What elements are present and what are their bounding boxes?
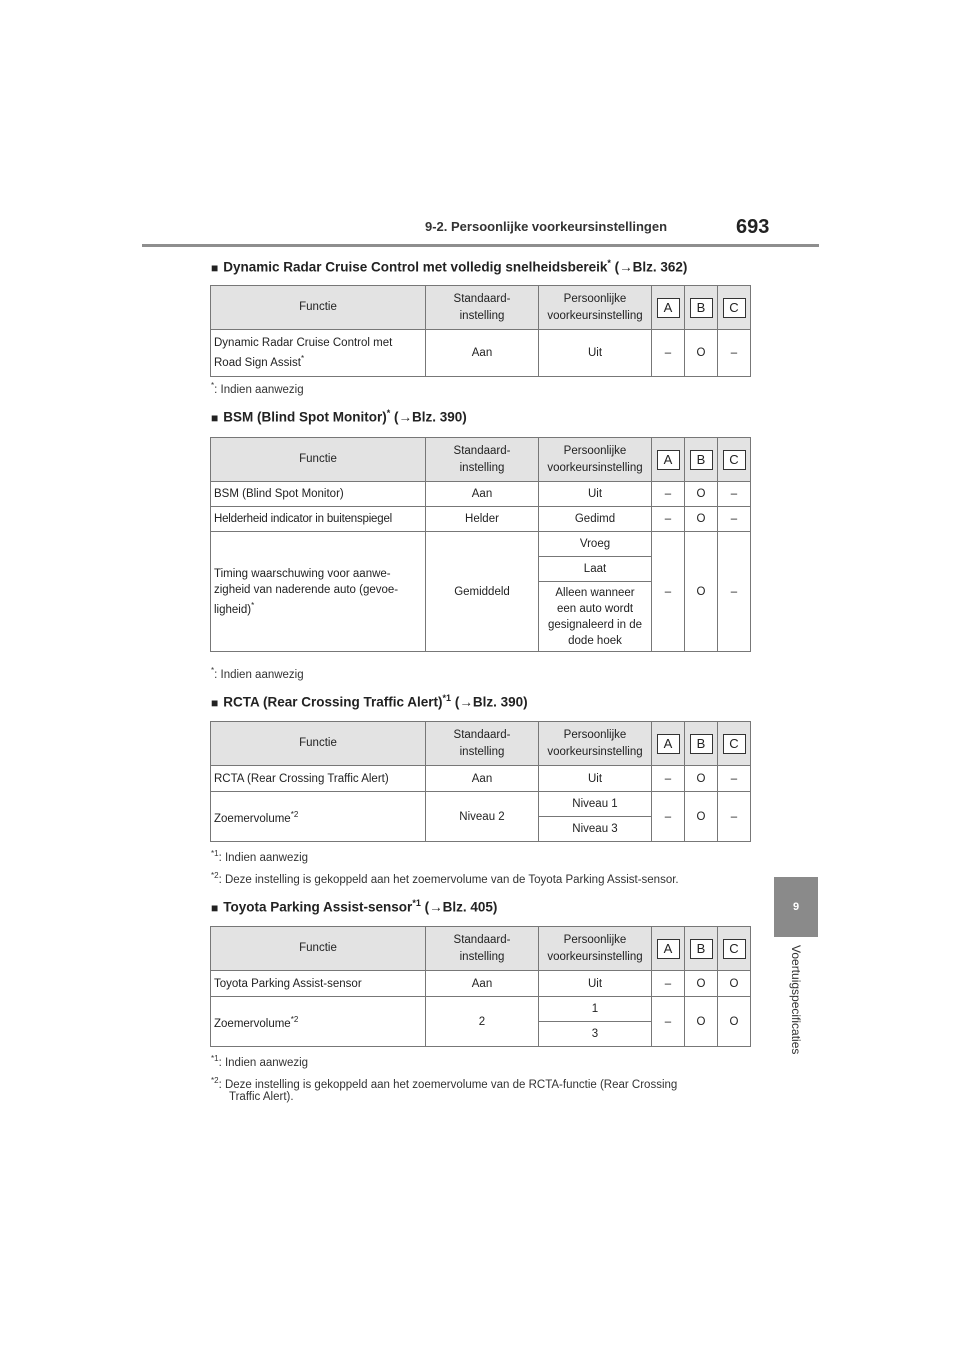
cell-a: – [652, 766, 685, 792]
col-a-header: A [652, 286, 685, 330]
footnote: $^{*2}$: Deze instelling is gekoppeld aan het zoemervolume van de RCTA-functie (Rear Crossing Traffic Alert). [211, 1076, 678, 1103]
table-row [211, 766, 751, 792]
col-function-header: Functie [211, 438, 426, 482]
cell-a: – [652, 482, 685, 507]
cell-custom: Uit [539, 330, 652, 377]
page-number: 693 [736, 216, 770, 238]
col-c-header: C [718, 927, 751, 971]
settings-table [210, 285, 751, 377]
cell-a: – [652, 971, 685, 997]
cell-c: – [718, 766, 751, 792]
cell-c: O [718, 997, 751, 1047]
cell-a: – [652, 532, 685, 652]
cell-default: 2 [426, 997, 539, 1047]
chapter-tab: 9 [774, 877, 818, 937]
table-header-row [211, 286, 751, 330]
table-row [211, 482, 751, 507]
col-c-header: C [718, 438, 751, 482]
page-reference[interactable]: (→Blz. 362) [614, 259, 688, 275]
cell-default: Aan [426, 330, 539, 377]
cell-b: O [685, 997, 718, 1047]
table-row [211, 792, 751, 817]
section-title: Dynamic Radar Cruise Control met volledig snelheidsbereik [223, 259, 608, 275]
cell-c: – [718, 507, 751, 532]
header-section-title: 9-2. Persoonlijke voorkeursinstellingen [425, 219, 668, 234]
cell-default: Gemiddeld [426, 532, 539, 652]
page-reference[interactable]: (→Blz. 405) [424, 899, 498, 915]
cell-function: Toyota Parking Assist-sensor [211, 971, 426, 997]
footnote-marker: *1 [412, 898, 421, 908]
header-rule [142, 244, 819, 247]
cell-b: O [685, 766, 718, 792]
col-function-header: Functie [211, 286, 426, 330]
square-bullet-icon: ■ [211, 695, 219, 710]
cell-c: – [718, 792, 751, 842]
cell-b: O [685, 792, 718, 842]
cell-custom-option: Vroeg [539, 532, 652, 557]
square-bullet-icon: ■ [211, 900, 219, 915]
footnote: $^{*1}$: Indien aanwezig [211, 849, 309, 864]
col-c-header: C [718, 286, 751, 330]
cell-function: BSM (Blind Spot Monitor) [211, 482, 426, 507]
cell-function: Helderheid indicator in buitenspiegel [211, 507, 426, 532]
cell-function: RCTA (Rear Crossing Traffic Alert) [211, 766, 426, 792]
cell-default: Niveau 2 [426, 792, 539, 842]
square-bullet-icon: ■ [211, 410, 219, 425]
cell-b: O [685, 482, 718, 507]
cell-default: Aan [426, 971, 539, 997]
cell-custom: Uit [539, 482, 652, 507]
col-b-header: B [685, 722, 718, 766]
cell-custom: Uit [539, 766, 652, 792]
col-function-header: Functie [211, 722, 426, 766]
section-heading [211, 693, 528, 710]
footnote-marker: * [386, 408, 391, 418]
cell-b: O [685, 507, 718, 532]
footnote-marker: *1 [442, 693, 452, 703]
col-b-header: B [685, 286, 718, 330]
section-title: Toyota Parking Assist-sensor [223, 899, 413, 915]
col-a-header: A [652, 927, 685, 971]
col-custom-header: Persoonlijke voorkeursinstelling [539, 927, 652, 971]
section-title: RCTA (Rear Crossing Traffic Alert) [223, 694, 443, 710]
section-heading [211, 408, 467, 425]
col-c-header: C [718, 722, 751, 766]
cell-b: O [685, 971, 718, 997]
cell-c: – [718, 532, 751, 652]
footnote: *: Indien aanwezig [211, 381, 304, 396]
col-custom-header: Persoonlijke voorkeursinstelling [539, 722, 652, 766]
footnote-marker: * [607, 258, 611, 268]
cell-c: O [718, 971, 751, 997]
table-row [211, 330, 751, 377]
col-default-header: Standaard- instelling [426, 286, 539, 330]
cell-a: – [652, 330, 685, 377]
table-row [211, 971, 751, 997]
section-heading [211, 898, 497, 915]
cell-custom-option: Niveau 3 [539, 817, 652, 842]
cell-default: Aan [426, 482, 539, 507]
section-heading [211, 258, 687, 275]
cell-default: Helder [426, 507, 539, 532]
col-custom-header: Persoonlijke voorkeursinstelling [539, 438, 652, 482]
col-b-header: B [685, 927, 718, 971]
cell-function: Zoemervolume$^{*2}$ [211, 997, 426, 1047]
col-b-header: B [685, 438, 718, 482]
cell-custom-option: Laat [539, 557, 652, 582]
cell-c: – [718, 330, 751, 377]
page-reference[interactable]: (→Blz. 390) [394, 409, 467, 425]
col-a-header: A [652, 722, 685, 766]
cell-custom: Uit [539, 971, 652, 997]
col-custom-header: Persoonlijke voorkeursinstelling [539, 286, 652, 330]
table-row [211, 997, 751, 1022]
chapter-title: Voertuigspecificaties [789, 945, 803, 1055]
table-row [211, 532, 751, 557]
col-a-header: A [652, 438, 685, 482]
footnote: *: Indien aanwezig [211, 666, 304, 681]
cell-b: O [685, 532, 718, 652]
col-default-header: Standaard- instelling [426, 927, 539, 971]
cell-custom-option: Alleen wanneer een auto wordt gesignaleerd in de dode hoek [539, 582, 652, 652]
col-default-header: Standaard- instelling [426, 722, 539, 766]
cell-c: – [718, 482, 751, 507]
cell-custom: Gedimd [539, 507, 652, 532]
page-reference[interactable]: (→Blz. 390) [454, 694, 528, 710]
cell-b: O [685, 330, 718, 377]
settings-table [210, 437, 751, 652]
cell-a: – [652, 997, 685, 1047]
cell-custom-option: 1 [539, 997, 652, 1022]
cell-custom-option: 3 [539, 1022, 652, 1047]
table-header-row [211, 927, 751, 971]
cell-a: – [652, 507, 685, 532]
cell-a: – [652, 792, 685, 842]
cell-function: Zoemervolume$^{*2}$ [211, 792, 426, 842]
table-header-row [211, 438, 751, 482]
footnote: $^{*1}$: Indien aanwezig [211, 1054, 309, 1069]
table-header-row [211, 722, 751, 766]
col-function-header: Functie [211, 927, 426, 971]
cell-function: Dynamic Radar Cruise Control met Road Sign Assist* [211, 330, 426, 377]
col-default-header: Standaard- instelling [426, 438, 539, 482]
settings-table [210, 721, 751, 842]
table-row [211, 507, 751, 532]
cell-function: Timing waarschuwing voor aanwe- zigheid van naderende auto (gevoe- ligheid)* [211, 532, 426, 652]
square-bullet-icon: ■ [211, 260, 219, 275]
section-title: BSM (Blind Spot Monitor) [223, 409, 387, 425]
cell-custom-option: Niveau 1 [539, 792, 652, 817]
footnote: $^{*2}$: Deze instelling is gekoppeld aan het zoemervolume van de Toyota Parking Assist-sensor. [211, 871, 679, 886]
settings-table [210, 926, 751, 1047]
cell-default: Aan [426, 766, 539, 792]
